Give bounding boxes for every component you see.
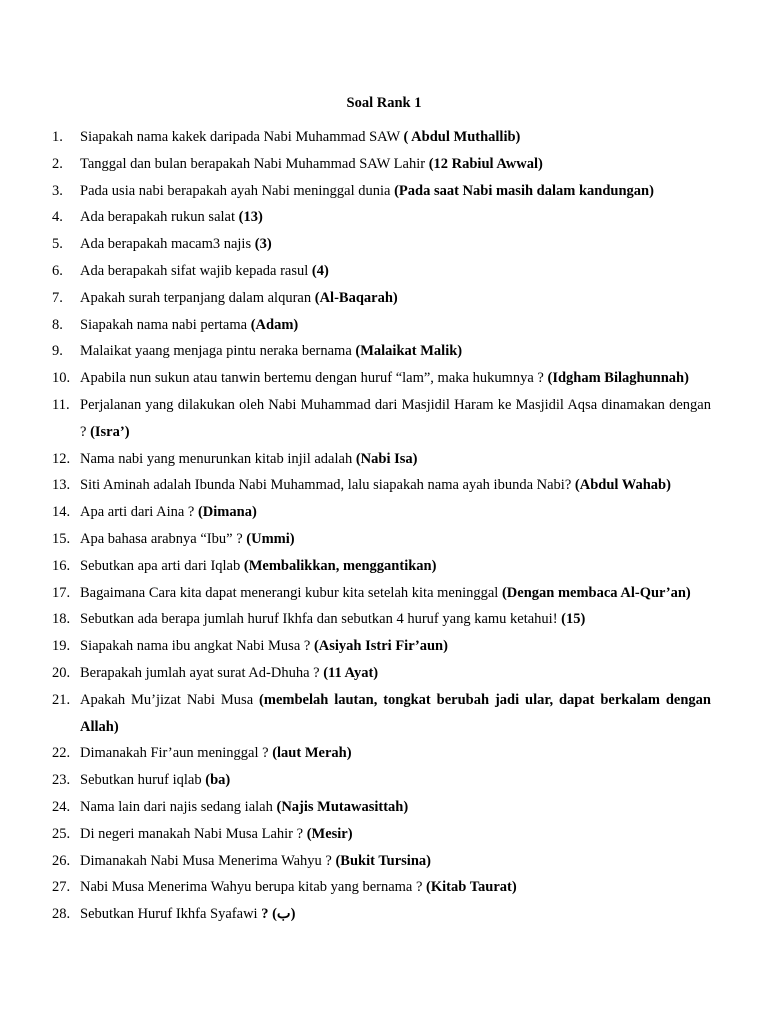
question-text: Apakah surah terpanjang dalam alquran [80, 289, 315, 306]
answer-text: (Bukit Tursina) [335, 852, 431, 869]
question-number: 26. [52, 852, 71, 869]
question-body [80, 392, 711, 446]
question-number: 17. [52, 584, 71, 601]
list-item [48, 338, 711, 365]
question-number: 8. [52, 316, 63, 333]
answer-text: (Kitab Taurat) [426, 879, 517, 896]
question-text: Bagaimana Cara kita dapat menerangi kubur kita setelah kita meninggal [80, 584, 502, 601]
list-item [48, 499, 711, 526]
question-text: Apakah Mu’jizat Nabi Musa [80, 691, 260, 708]
question-number: 14. [52, 504, 71, 521]
answer-text: (4) [311, 262, 329, 279]
question-body [80, 124, 711, 151]
question-body [80, 848, 711, 875]
answer-text: (Malaikat Malik) [355, 343, 463, 360]
list-item [48, 124, 711, 151]
question-number: 27. [52, 879, 71, 896]
list-item [48, 231, 711, 258]
list-item [48, 794, 711, 821]
question-text: Siapakah nama nabi pertama [80, 316, 251, 333]
question-number: 9. [52, 343, 63, 360]
list-item [48, 392, 711, 446]
question-text: Dimanakah Fir’aun meninggal ? [80, 745, 273, 762]
question-body [80, 580, 711, 607]
question-text: Di negeri manakah Nabi Musa Lahir ? [80, 825, 307, 842]
question-text: Berapakah jumlah ayat surat Ad-Dhuha ? [80, 664, 324, 681]
list-item [48, 553, 711, 580]
question-body [80, 178, 711, 205]
list-item [48, 312, 711, 339]
list-item [48, 204, 711, 231]
answer-text: (Najis Mutawasittah) [276, 798, 409, 815]
question-number: 19. [52, 638, 71, 655]
question-body [80, 151, 711, 178]
question-body [80, 901, 711, 928]
question-body [80, 687, 711, 741]
answer-text: (Abdul Wahab) [574, 477, 671, 494]
list-item [48, 901, 711, 928]
list-item [48, 874, 711, 901]
list-item [48, 178, 711, 205]
question-text: Siapakah nama ibu angkat Nabi Musa ? [80, 638, 314, 655]
question-text: Ada berapakah rukun salat [80, 209, 239, 226]
question-text: Apa bahasa arabnya “Ibu” ? [80, 530, 247, 547]
question-body [80, 285, 711, 312]
question-text: Sebutkan ada berapa jumlah huruf Ikhfa dan sebutkan 4 huruf yang kamu ketahui! [80, 611, 562, 628]
answer-text: (Isra’) [90, 423, 130, 440]
question-text: Nabi Musa Menerima Wahyu berupa kitab yang bernama ? [80, 879, 427, 896]
list-item [48, 285, 711, 312]
answer-text: (Adam) [250, 316, 299, 333]
question-number: 16. [52, 557, 71, 574]
list-item [48, 258, 711, 285]
question-number: 10. [52, 370, 71, 387]
answer-text: (13) [238, 209, 263, 226]
question-body [80, 338, 711, 365]
answer-text: (membelah lautan, tongkat berubah jadi ular, dapat berkalam dengan Allah) [80, 691, 711, 735]
list-item [48, 633, 711, 660]
question-text: Sebutkan huruf iqlab [80, 772, 206, 789]
answer-text: (Membalikkan, menggantikan) [243, 557, 437, 574]
question-body [80, 660, 711, 687]
question-number: 3. [52, 182, 63, 199]
question-text: Siapakah nama kakek daripada Nabi Muhammad SAW [80, 129, 404, 145]
answer-text: ( Abdul Muthallib) [403, 129, 521, 145]
question-number: 15. [52, 530, 71, 547]
question-body [80, 446, 711, 473]
question-number: 4. [52, 209, 63, 226]
answer-text: (3) [254, 236, 272, 253]
list-item [48, 848, 711, 875]
answer-text: (Dengan membaca Al-Qur’an) [501, 584, 691, 601]
question-number: 12. [52, 450, 71, 467]
question-number: 21. [52, 691, 71, 708]
question-number: 6. [52, 262, 63, 279]
question-body [80, 526, 711, 553]
question-text: Tanggal dan bulan berapakah Nabi Muhammad SAW Lahir [80, 155, 429, 172]
question-body [80, 633, 711, 660]
question-body [80, 258, 711, 285]
answer-text: (laut Merah) [272, 745, 352, 762]
answer-text: (Asiyah Istri Fir’aun) [313, 638, 448, 655]
answer-text: (Mesir) [306, 825, 353, 842]
question-list [48, 124, 711, 928]
list-item [48, 660, 711, 687]
question-text: Dimanakah Nabi Musa Menerima Wahyu ? [80, 852, 336, 869]
answer-text: ? (ب) [261, 906, 296, 923]
answer-text: (ba) [205, 772, 231, 789]
question-number: 28. [52, 906, 71, 923]
question-number: 18. [52, 611, 71, 628]
question-text: Siti Aminah adalah Ibunda Nabi Muhammad, lalu siapakah nama ayah ibunda Nabi? [80, 477, 575, 494]
list-item [48, 365, 711, 392]
question-body [80, 606, 711, 633]
answer-text: (Pada saat Nabi masih dalam kandungan) [394, 182, 654, 199]
question-text: Perjalanan yang dilakukan oleh Nabi Muhammad dari Masjidil Haram ke Masjidil Aqsa dinamakan dengan ? [80, 396, 711, 440]
answer-text: (Dimana) [197, 504, 257, 521]
question-text: Malaikat yaang menjaga pintu neraka bernama [80, 343, 356, 360]
question-text: Sebutkan apa arti dari Iqlab [80, 557, 244, 574]
list-item [48, 740, 711, 767]
question-text: Nama nabi yang menurunkan kitab injil adalah [80, 450, 356, 467]
question-body [80, 553, 711, 580]
question-number: 13. [52, 477, 71, 494]
answer-text: (11 Ayat) [323, 664, 379, 681]
answer-text: (15) [561, 611, 586, 628]
question-text: Pada usia nabi berapakah ayah Nabi meninggal dunia [80, 182, 395, 199]
question-body [80, 472, 711, 499]
question-body [80, 231, 711, 258]
question-number: 11. [52, 396, 70, 413]
question-body [80, 874, 711, 901]
question-number: 24. [52, 798, 71, 815]
question-body [80, 312, 711, 339]
answer-text: (Al-Baqarah) [314, 289, 398, 306]
question-text: Nama lain dari najis sedang ialah [80, 798, 277, 815]
question-text: Ada berapakah sifat wajib kepada rasul [80, 262, 312, 279]
list-item [48, 606, 711, 633]
question-body [80, 767, 711, 794]
list-item [48, 151, 711, 178]
answer-text: (12 Rabiul Awwal) [428, 155, 543, 172]
question-body [80, 365, 711, 392]
list-item [48, 821, 711, 848]
list-item [48, 472, 711, 499]
question-text: Sebutkan Huruf Ikhfa Syafawi [80, 906, 262, 923]
question-number: 25. [52, 825, 71, 842]
question-text: Apa arti dari Aina ? [80, 504, 198, 521]
question-text: Ada berapakah macam3 najis [80, 236, 255, 253]
question-body [80, 821, 711, 848]
list-item [48, 446, 711, 473]
answer-text: (Nabi Isa) [355, 450, 418, 467]
question-body [80, 499, 711, 526]
question-number: 5. [52, 236, 63, 253]
page-title: Soal Rank 1 [346, 95, 422, 111]
answer-text: (Idgham Bilaghunnah) [547, 370, 689, 387]
question-number: 7. [52, 289, 63, 306]
question-number: 23. [52, 772, 71, 789]
question-text: Apabila nun sukun atau tanwin bertemu dengan huruf “lam”, maka hukumnya ? [80, 370, 548, 387]
question-body [80, 204, 711, 231]
list-item [48, 687, 711, 741]
question-number: 20. [52, 664, 71, 681]
list-item [48, 580, 711, 607]
question-number: 2. [52, 155, 63, 172]
answer-text: (Ummi) [246, 530, 295, 547]
list-item [48, 767, 711, 794]
question-number: 1. [52, 129, 63, 145]
question-number: 22. [52, 745, 71, 762]
question-body [80, 794, 711, 821]
list-item [48, 526, 711, 553]
question-body [80, 740, 711, 767]
